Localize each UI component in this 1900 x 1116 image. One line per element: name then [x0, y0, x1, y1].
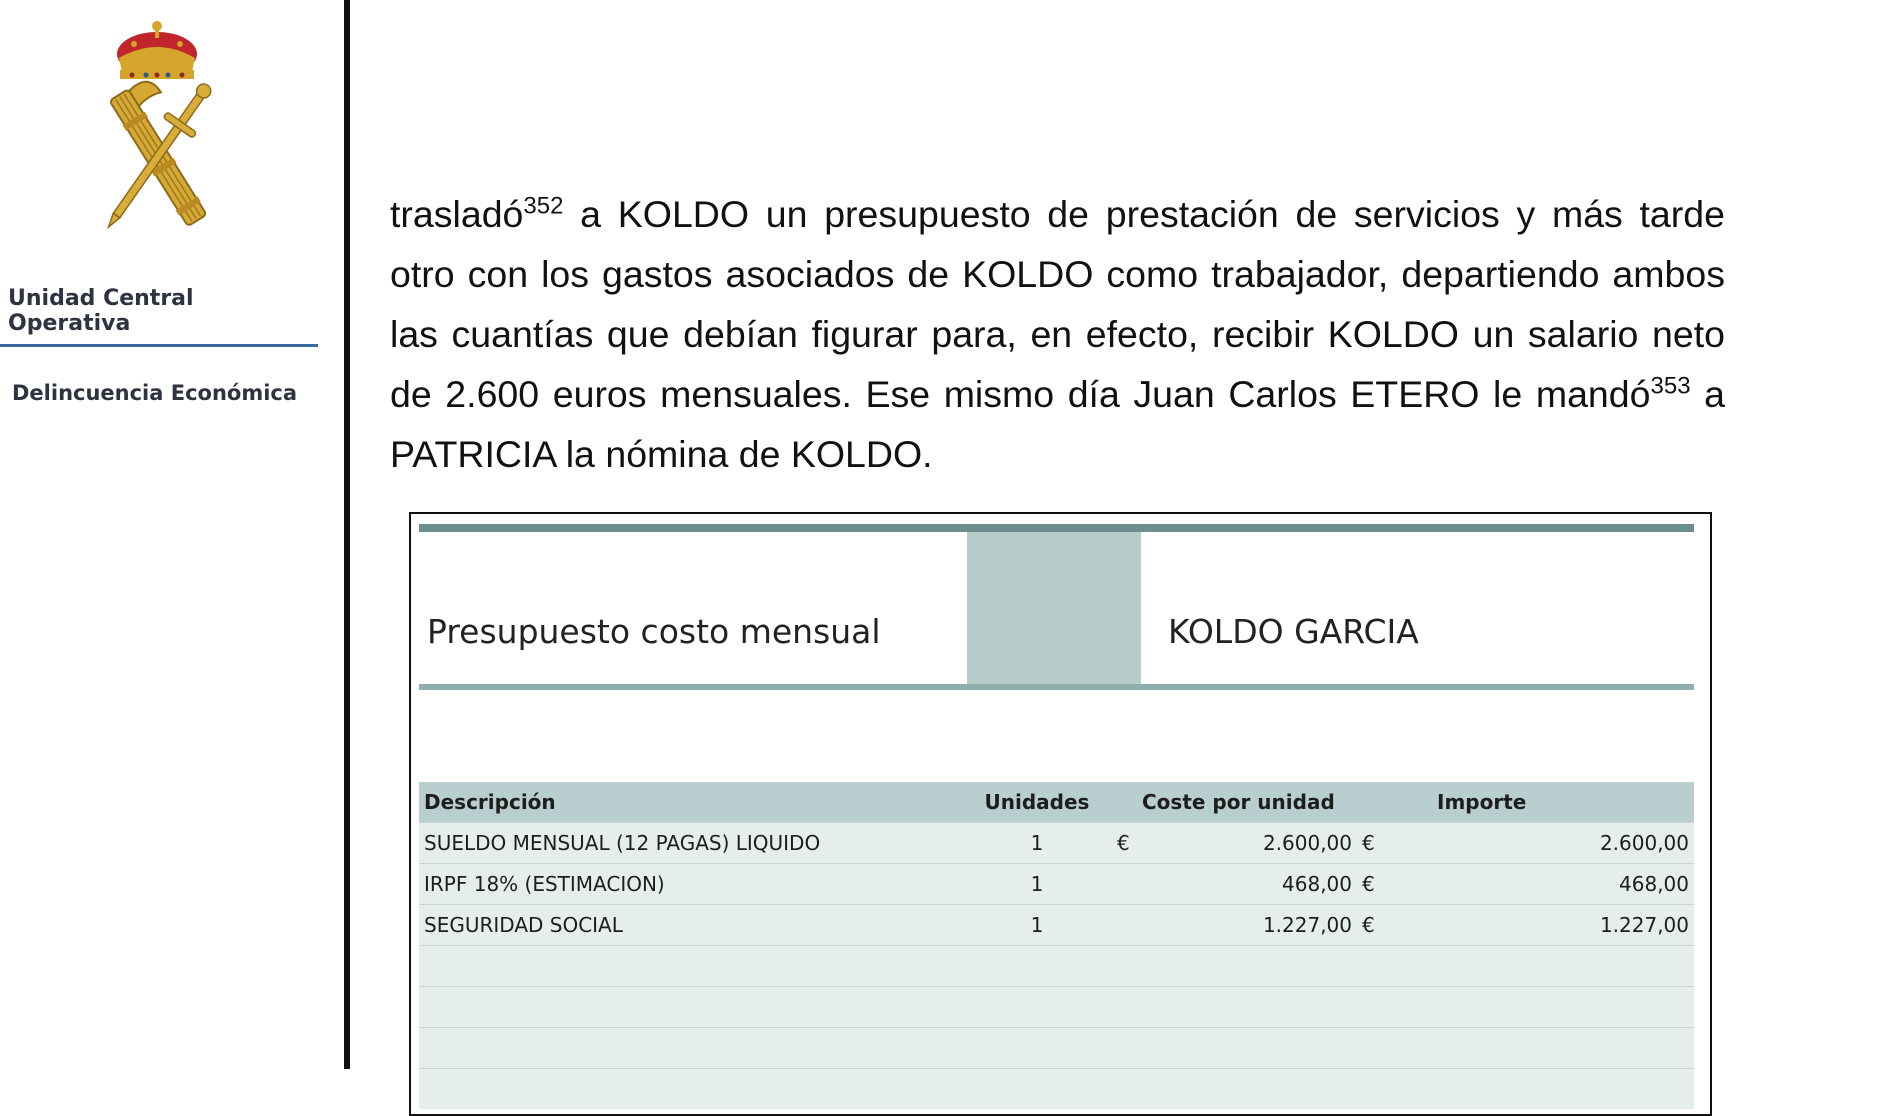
body-text-b: a KOLDO un presupuesto de prestación de servicios y más tarde otro con los gastos asociados de KOLDO como trabajador, departiendo ambos las cuantías que debían figurar para, en efecto, recibir KOLDO un salario neto de 2.600 euros mensuales. Ese mismo día Juan Carlos ETERO le mandó	[390, 193, 1725, 415]
column-header-units: Unidades	[962, 782, 1112, 823]
row-units: 1	[962, 864, 1112, 905]
header-shade-block	[967, 532, 1141, 684]
body-paragraph	[390, 184, 1725, 484]
row-currency: €	[1357, 823, 1397, 864]
row-amount: 2.600,00	[1397, 823, 1694, 864]
table-row-empty	[419, 946, 1694, 987]
table-row-empty	[419, 1028, 1694, 1069]
budget-title: Presupuesto costo mensual	[427, 612, 881, 651]
row-description: SEGURIDAD SOCIAL	[419, 905, 962, 946]
budget-table	[419, 782, 1694, 1109]
body-text-a: trasladó	[390, 193, 524, 235]
row-units: 1	[962, 823, 1112, 864]
column-header-cost: Coste por unidad	[1112, 782, 1397, 823]
row-units: 1	[962, 905, 1112, 946]
row-currency	[1112, 905, 1152, 946]
table-row-empty	[419, 1069, 1694, 1110]
employee-name: KOLDO GARCIA	[1168, 612, 1419, 651]
row-currency: €	[1112, 823, 1152, 864]
row-currency	[1112, 864, 1152, 905]
row-description: IRPF 18% (ESTIMACION)	[419, 864, 962, 905]
row-unit-cost: 1.227,00	[1152, 905, 1357, 946]
sidebar-divider	[344, 0, 350, 1069]
row-description: SUELDO MENSUAL (12 PAGAS) LIQUIDO	[419, 823, 962, 864]
table-header-row	[419, 782, 1694, 823]
guardia-civil-emblem	[82, 16, 232, 236]
table-row	[419, 823, 1694, 864]
body-text-c: a PATRICIA la nómina de KOLDO.	[390, 373, 1725, 475]
row-amount: 468,00	[1397, 864, 1694, 905]
crown-icon	[117, 21, 197, 79]
footnote-ref-352[interactable]: 352	[523, 192, 564, 220]
sidebar	[0, 0, 340, 1069]
row-amount: 1.227,00	[1397, 905, 1694, 946]
column-header-amount: Importe	[1397, 782, 1694, 823]
unit-divider	[0, 344, 318, 347]
unit-title: Unidad Central Operativa	[8, 286, 194, 336]
column-header-description: Descripción	[419, 782, 962, 823]
row-currency: €	[1357, 905, 1397, 946]
table-row	[419, 905, 1694, 946]
row-unit-cost: 2.600,00	[1152, 823, 1357, 864]
row-unit-cost: 468,00	[1152, 864, 1357, 905]
header-band-bottom	[419, 684, 1694, 690]
table-row-empty	[419, 987, 1694, 1028]
row-currency: €	[1357, 864, 1397, 905]
table-row	[419, 864, 1694, 905]
header-band-top	[419, 524, 1694, 532]
footnote-ref-353[interactable]: 353	[1650, 372, 1691, 400]
unit-subtitle: Delincuencia Económica	[12, 381, 298, 405]
budget-document-image	[409, 512, 1712, 1116]
